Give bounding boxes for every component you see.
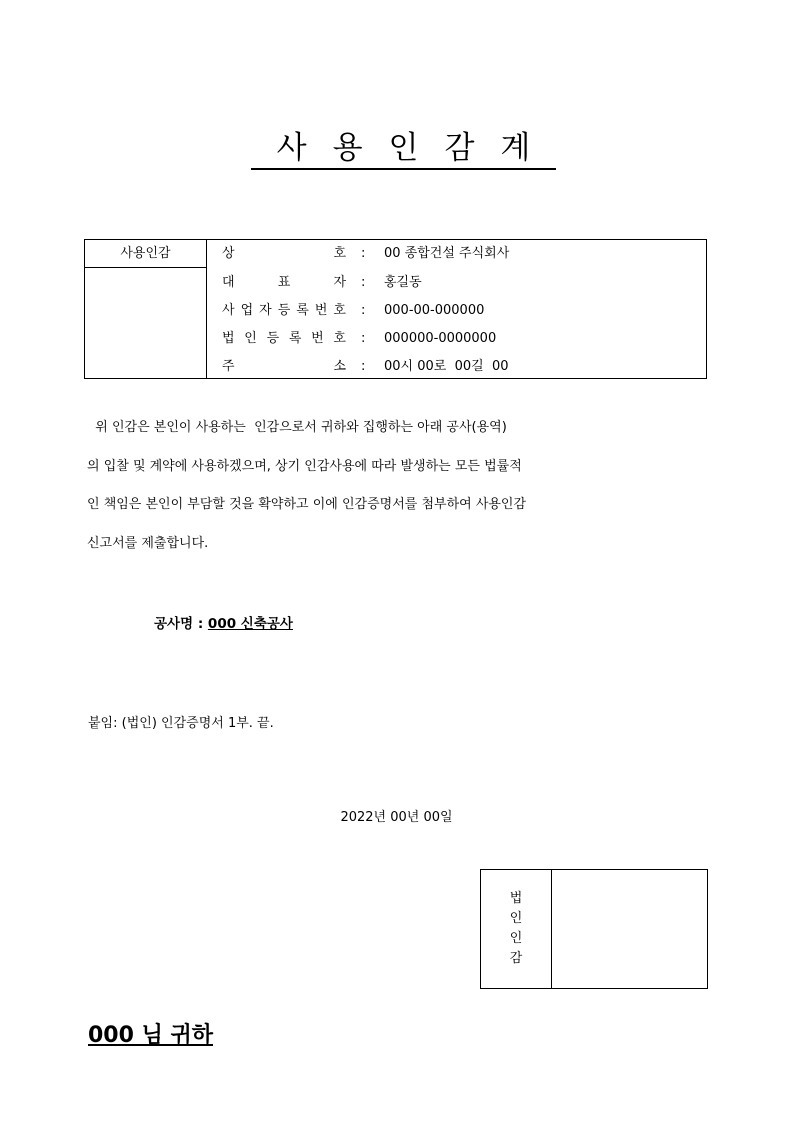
body-line: 신고서를 제출합니다. — [87, 535, 209, 551]
project-label: 공사명 : — [154, 616, 208, 632]
project-name — [154, 612, 293, 632]
info-row-label: 법 인 등 록 번 호 — [222, 331, 346, 346]
corporate-seal-label — [481, 870, 552, 988]
info-row-value: 00 종합건설 주식회사 — [384, 246, 510, 261]
info-row-colon: : — [361, 359, 366, 374]
info-row-value: 000000-0000000 — [384, 331, 497, 346]
info-row-colon: : — [361, 331, 366, 346]
document-date: 2022년 00년 00일 — [340, 810, 453, 825]
body-paragraph — [87, 418, 687, 572]
info-row-colon: : — [361, 275, 366, 290]
seal-column — [85, 240, 207, 378]
attachment-note: 붙임: (법인) 인감증명서 1부. 끝. — [88, 716, 274, 731]
info-row-label: 사 업 자 등 록 번 호 — [222, 303, 346, 318]
info-row-label: 주 소 — [222, 359, 346, 374]
info-row-value: 00시 00로 00길 00 — [384, 359, 509, 374]
body-line: 의 입찰 및 계약에 사용하겠으며, 상기 인감사용에 따라 발생하는 모든 법률적 — [87, 458, 522, 474]
info-row-value: 000-00-000000 — [384, 303, 485, 318]
seal-char: 감 — [509, 951, 523, 966]
seal-char: 인 — [509, 911, 523, 926]
body-line: 위 인감은 본인이 사용하는 인감으로서 귀하와 집행하는 아래 공사(용역) — [87, 420, 507, 435]
seal-char: 인 — [509, 931, 523, 946]
document-title-wrap — [0, 128, 793, 170]
seal-char: 법 — [509, 891, 523, 906]
info-row-value: 홍길동 — [384, 275, 422, 290]
document-title: 사용인감계 — [251, 128, 557, 170]
info-row-label: 상 호 — [222, 246, 346, 261]
info-row-colon: : — [361, 303, 366, 318]
info-table — [84, 239, 707, 379]
body-line: 인 책임은 본인이 부담할 것을 확약하고 이에 인감증명서를 첨부하여 사용인감 — [87, 497, 527, 512]
info-row-label: 대 표 자 — [222, 275, 346, 290]
addressee: 000 님 귀하 — [88, 1023, 213, 1048]
seal-label: 사용인감 — [85, 240, 206, 268]
corporate-seal-box — [480, 869, 708, 989]
info-row-colon: : — [361, 246, 366, 261]
project-value: 000 신축공사 — [207, 616, 293, 632]
